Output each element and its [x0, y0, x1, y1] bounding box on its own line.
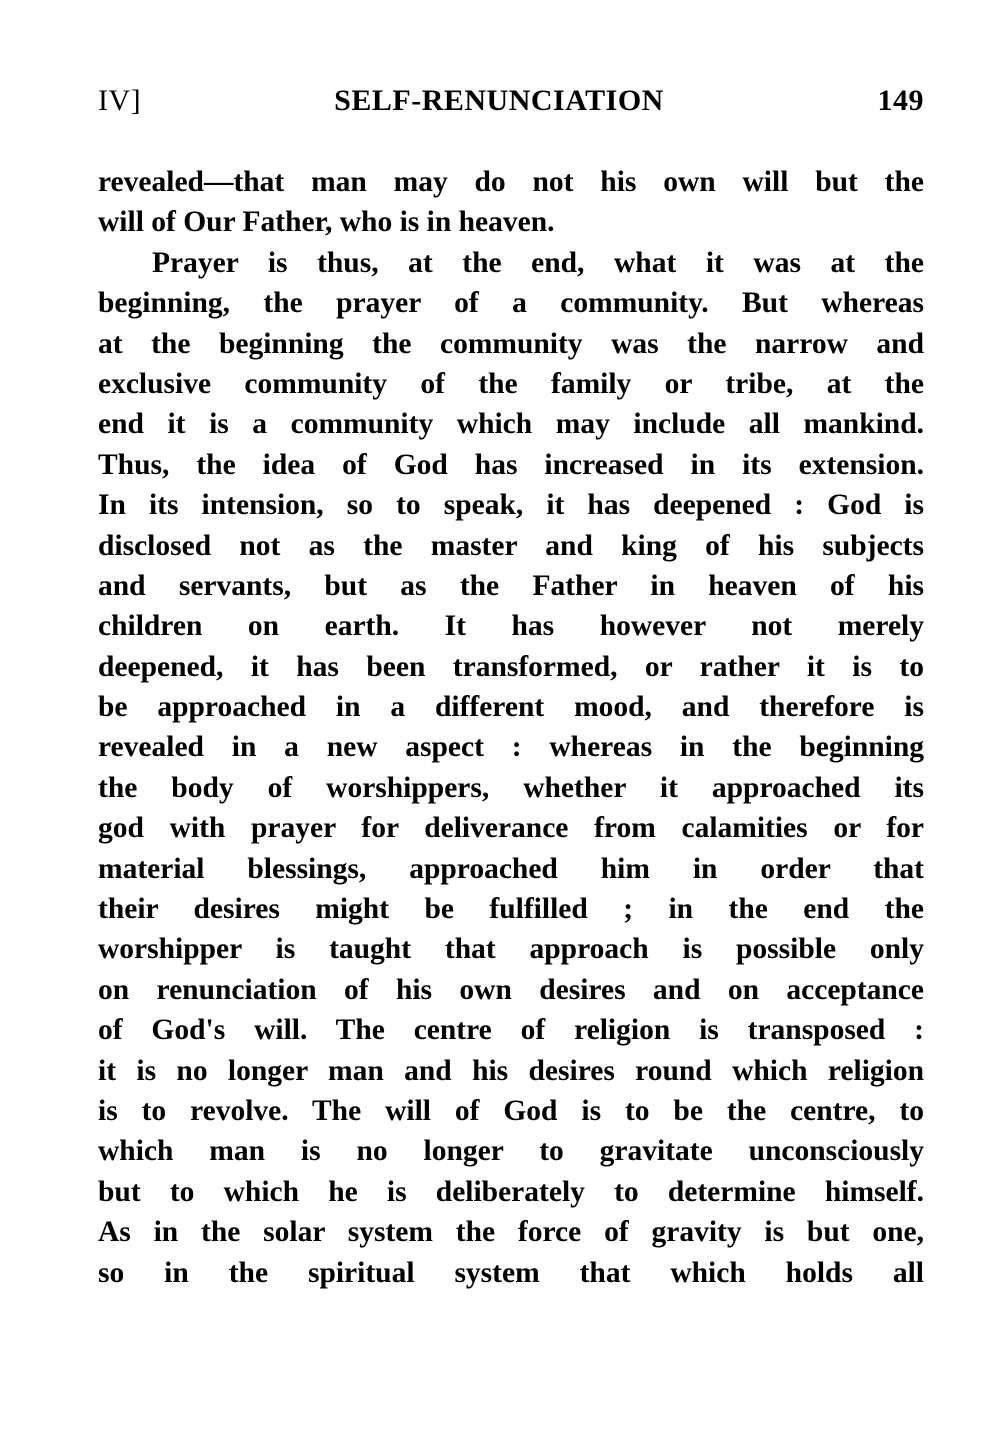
text-line: exclusive community of the family or tribe, at the	[98, 367, 924, 400]
text-line: As in the solar system the force of gravity is but one,	[98, 1216, 924, 1249]
page-body-text	[98, 162, 924, 1293]
text-line: will of Our Father, who is in heaven.	[98, 206, 555, 239]
running-header	[98, 84, 924, 124]
text-line: worshipper is taught that approach is possible only	[98, 933, 924, 966]
text-line: revealed in a new aspect : whereas in the beginning	[98, 731, 924, 764]
text-line: but to which he is deliberately to determine himself.	[98, 1175, 924, 1208]
text-line: of God's will. The centre of religion is transposed :	[98, 1014, 924, 1047]
text-line: which man is no longer to gravitate unconsciously	[98, 1135, 924, 1168]
text-line: material blessings, approached him in order that	[98, 852, 924, 885]
text-line: their desires might be fulfilled ; in the end the	[98, 893, 924, 926]
text-line: children on earth. It has however not merely	[98, 610, 924, 643]
text-line: at the beginning the community was the narrow and	[98, 327, 924, 360]
text-line: beginning, the prayer of a community. But whereas	[98, 287, 924, 320]
text-line: be approached in a different mood, and therefore is	[98, 691, 924, 724]
text-line: so in the spiritual system that which holds all	[98, 1256, 924, 1289]
text-line: disclosed not as the master and king of his subjects	[98, 529, 924, 562]
text-line: and servants, but as the Father in heaven of his	[98, 569, 924, 602]
chapter-number: IV]	[98, 84, 142, 117]
text-line: deepened, it has been transformed, or rather it is to	[98, 650, 924, 683]
text-line: is to revolve. The will of God is to be the centre, to	[98, 1094, 924, 1127]
page-number: 149	[877, 84, 924, 117]
text-line: the body of worshippers, whether it approached its	[98, 771, 924, 804]
text-line: it is no longer man and his desires round which religion	[98, 1054, 924, 1087]
text-line: Prayer is thus, at the end, what it was at the	[152, 246, 924, 279]
text-line: In its intension, so to speak, it has deepened : God is	[98, 489, 924, 522]
text-line: end it is a community which may include all mankind.	[98, 408, 924, 441]
text-line: on renunciation of his own desires and on acceptance	[98, 973, 924, 1006]
text-line: god with prayer for deliverance from calamities or for	[98, 812, 924, 845]
text-line: revealed—that man may do not his own will but the	[98, 166, 924, 198]
text-line: Thus, the idea of God has increased in its extension.	[98, 448, 924, 481]
chapter-title: SELF-RENUNCIATION	[334, 84, 664, 117]
